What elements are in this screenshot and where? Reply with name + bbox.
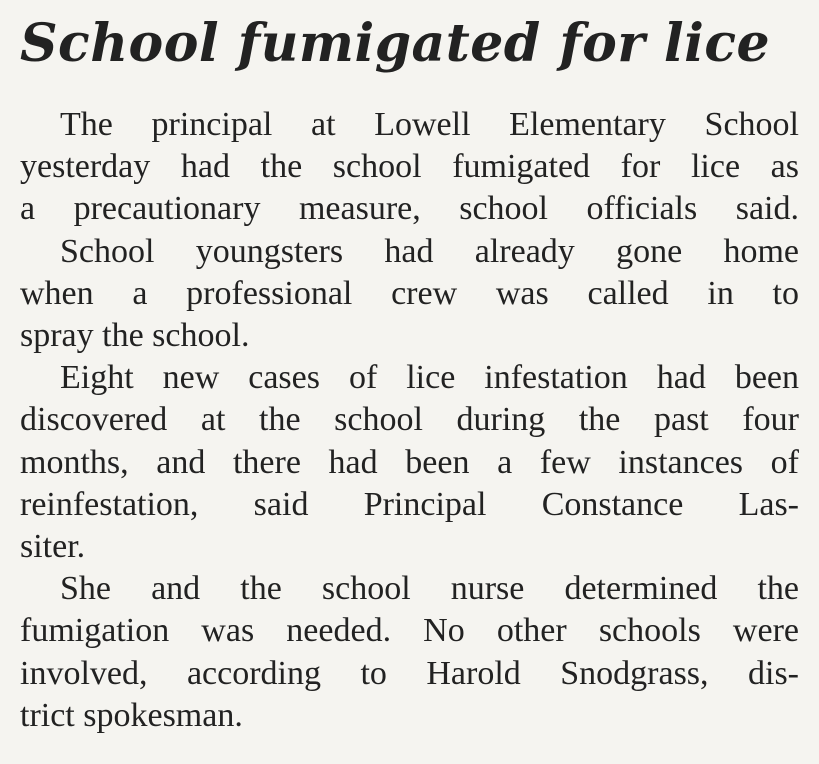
paragraph-2 xyxy=(20,231,799,358)
text-line: reinfestation, said Principal Constance Las- xyxy=(20,485,799,523)
headline: School fumigated for lice xyxy=(20,13,771,74)
text-line: involved, according to Harold Snodgrass, dis- xyxy=(20,654,799,692)
text-line: The principal at Lowell Elementary School xyxy=(60,106,799,143)
text-line: School youngsters had already gone home xyxy=(60,232,799,270)
text-line: a precautionary measure, school officials said. xyxy=(20,190,799,228)
paragraph-4 xyxy=(20,568,799,737)
text-line: Eight new cases of lice infestation had been xyxy=(60,359,799,397)
paragraph-1 xyxy=(20,104,799,231)
text-line: yesterday had the school fumigated for lice as xyxy=(20,148,799,186)
article-body xyxy=(20,104,799,737)
text-line: She and the school nurse determined the xyxy=(60,570,799,608)
text-line: spray the school. xyxy=(20,317,250,355)
text-line: discovered at the school during the past four xyxy=(20,401,799,439)
text-line: siter. xyxy=(20,528,86,566)
text-line: when a professional crew was called in to xyxy=(20,274,799,312)
text-line: months, and there had been a few instances of xyxy=(20,443,799,481)
text-line: fumigation was needed. No other schools were xyxy=(20,612,799,650)
paragraph-3 xyxy=(20,357,799,568)
text-line: trict spokesman. xyxy=(20,696,243,734)
